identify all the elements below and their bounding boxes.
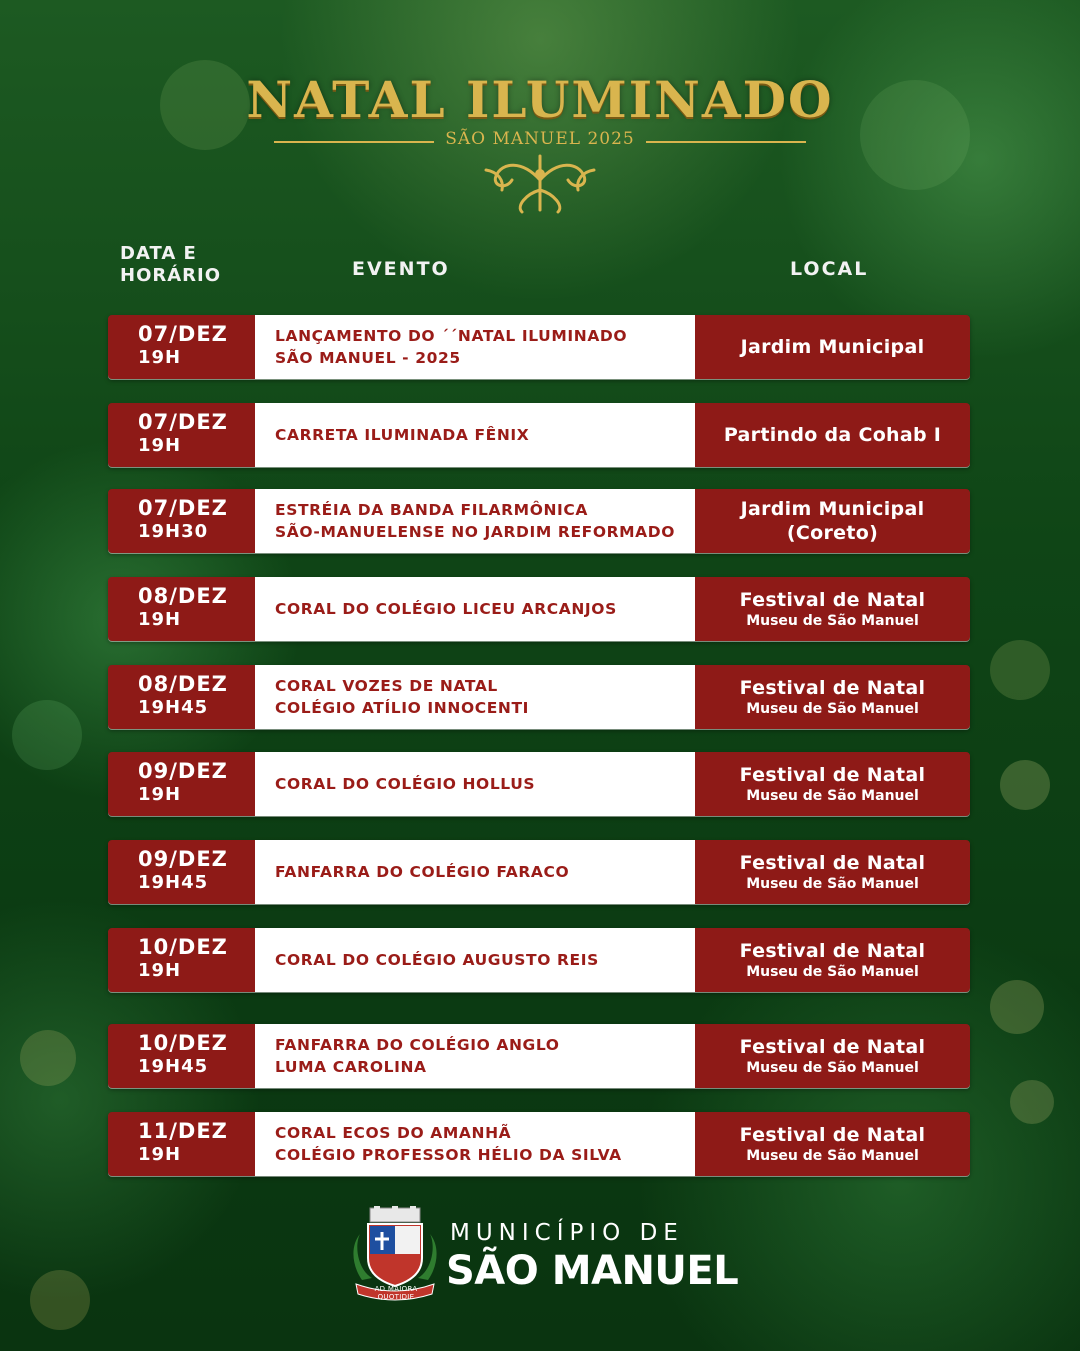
local-line-2: Museu de São Manuel <box>746 788 919 804</box>
row-local <box>695 840 970 904</box>
event-line-1: CORAL DO COLÉGIO LICEU ARCANJOS <box>275 600 617 618</box>
event-line-1: CORAL ECOS DO AMANHÃ <box>275 1124 512 1142</box>
local-line-1: Partindo da Cohab I <box>723 424 942 446</box>
date-text: 09/DEZ <box>138 759 228 783</box>
footer-line-1: MUNICÍPIO DE <box>450 1220 684 1246</box>
row-date <box>138 846 228 894</box>
local-line-1: Jardim Municipal <box>740 336 925 358</box>
row-event <box>255 403 695 467</box>
row-local <box>695 315 970 379</box>
row-event <box>255 752 695 816</box>
column-header-local: LOCAL <box>790 258 869 280</box>
row-local <box>695 752 970 816</box>
footer-line-2: SÃO MANUEL <box>446 1248 739 1294</box>
row-date <box>138 758 228 806</box>
local-line-1: Festival de Natal <box>739 677 926 699</box>
event-line-2: LUMA CAROLINA <box>275 1058 427 1076</box>
row-event <box>255 1112 695 1176</box>
local-line-2: (Coreto) <box>786 522 879 544</box>
local-line-2: Museu de São Manuel <box>746 1148 919 1164</box>
date-text: 09/DEZ <box>138 847 228 871</box>
footer <box>352 1206 752 1306</box>
local-line-1: Festival de Natal <box>739 1124 926 1146</box>
local-line-2: Museu de São Manuel <box>746 1060 919 1076</box>
row-local <box>695 577 970 641</box>
time-text: 19H <box>138 347 182 368</box>
row-date <box>138 321 228 369</box>
row-local <box>695 403 970 467</box>
row-date <box>138 1118 228 1166</box>
time-text: 19H <box>138 784 182 805</box>
event-line-1: FANFARRA DO COLÉGIO ANGLO <box>275 1036 560 1054</box>
table-row <box>108 403 970 467</box>
row-local <box>695 928 970 992</box>
date-text: 07/DEZ <box>138 322 228 346</box>
table-row <box>108 665 970 729</box>
table-row <box>108 928 970 992</box>
row-event <box>255 840 695 904</box>
page-subtitle: SÃO MANUEL 2025 <box>445 129 635 149</box>
row-local <box>695 1112 970 1176</box>
event-line-1: CORAL DO COLÉGIO HOLLUS <box>275 775 536 793</box>
table-row <box>108 489 970 553</box>
event-line-1: CORAL VOZES DE NATAL <box>275 677 498 695</box>
date-text: 07/DEZ <box>138 496 228 520</box>
local-line-1: Jardim Municipal <box>740 498 925 520</box>
date-text: 08/DEZ <box>138 672 228 696</box>
event-line-1: ESTRÉIA DA BANDA FILARMÔNICA <box>275 501 588 519</box>
event-line-1: CORAL DO COLÉGIO AUGUSTO REIS <box>275 951 599 969</box>
event-line-2: SÃO MANUEL - 2025 <box>275 349 461 367</box>
row-date <box>138 671 228 719</box>
date-text: 07/DEZ <box>138 410 228 434</box>
date-text: 08/DEZ <box>138 584 228 608</box>
table-row <box>108 752 970 816</box>
table-row <box>108 1024 970 1088</box>
event-line-1: FANFARRA DO COLÉGIO FARACO <box>275 863 570 881</box>
page-title: NATAL ILUMINADO <box>246 70 834 129</box>
local-line-1: Festival de Natal <box>739 852 926 874</box>
header <box>0 70 1080 151</box>
row-event <box>255 1024 695 1088</box>
row-date <box>138 495 228 543</box>
column-header-date: DATA E HORÁRIO <box>120 243 222 286</box>
row-event <box>255 489 695 553</box>
time-text: 19H <box>138 1144 182 1165</box>
time-text: 19H <box>138 435 182 456</box>
event-line-2: SÃO-MANUELENSE NO JARDIM REFORMADO <box>275 523 675 541</box>
local-line-2: Museu de São Manuel <box>746 701 919 717</box>
time-text: 19H <box>138 609 182 630</box>
time-text: 19H45 <box>138 697 209 718</box>
row-date <box>138 934 228 982</box>
table-row <box>108 577 970 641</box>
event-line-2: COLÉGIO ATÍLIO INNOCENTI <box>275 699 529 717</box>
local-line-2: Museu de São Manuel <box>746 613 919 629</box>
time-text: 19H <box>138 960 182 981</box>
subtitle-row <box>274 131 806 151</box>
ornament-icon <box>482 150 598 216</box>
row-event <box>255 665 695 729</box>
row-event <box>255 577 695 641</box>
row-event <box>255 315 695 379</box>
row-date <box>138 1030 228 1078</box>
crest-motto: AD MAIORA QUOTIDIE <box>374 1285 418 1301</box>
date-text: 10/DEZ <box>138 1031 228 1055</box>
event-line-1: CARRETA ILUMINADA FÊNIX <box>275 426 530 444</box>
local-line-2: Museu de São Manuel <box>746 964 919 980</box>
table-row <box>108 315 970 379</box>
local-line-2: Museu de São Manuel <box>746 876 919 892</box>
local-line-1: Festival de Natal <box>739 764 926 786</box>
time-text: 19H30 <box>138 521 209 542</box>
row-date <box>138 409 228 457</box>
row-event <box>255 928 695 992</box>
local-line-1: Festival de Natal <box>739 589 926 611</box>
date-text: 10/DEZ <box>138 935 228 959</box>
row-local <box>695 1024 970 1088</box>
time-text: 19H45 <box>138 1056 209 1077</box>
event-line-2: COLÉGIO PROFESSOR HÉLIO DA SILVA <box>275 1146 622 1164</box>
table-row <box>108 840 970 904</box>
event-line-1: LANÇAMENTO DO ´´NATAL ILUMINADO <box>275 327 628 345</box>
local-line-1: Festival de Natal <box>739 1036 926 1058</box>
local-line-1: Festival de Natal <box>739 940 926 962</box>
row-date <box>138 583 228 631</box>
column-header-event: EVENTO <box>352 258 450 280</box>
row-local <box>695 665 970 729</box>
row-local <box>695 489 970 553</box>
date-text: 11/DEZ <box>138 1119 228 1143</box>
time-text: 19H45 <box>138 872 209 893</box>
table-row <box>108 1112 970 1176</box>
